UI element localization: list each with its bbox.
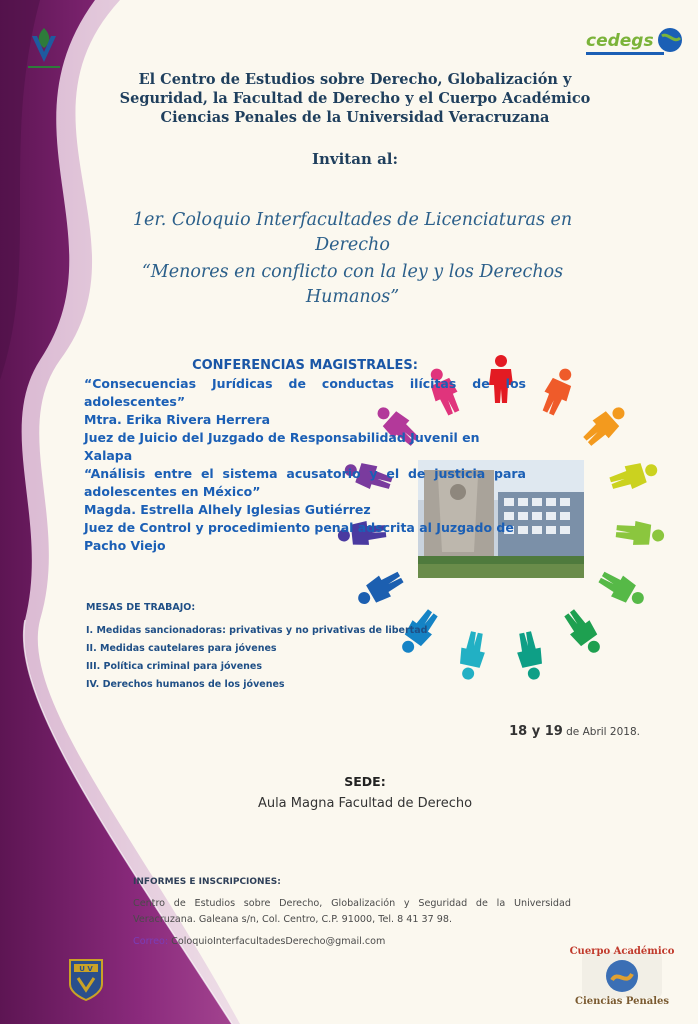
info-title: INFORMES E INSCRIPCIONES: <box>133 877 281 887</box>
event-theme: “Menores en conflicto con la ley y los Derechos Humanos” <box>141 262 564 307</box>
keynotes-title: CONFERENCIAS MAGISTRALES: <box>192 358 418 373</box>
venue-section <box>200 774 530 811</box>
event-month-year: de Abril 2018. <box>562 726 640 738</box>
keynote-role: Juez de Juicio del Juzgado de Responsabilidad Juvenil en Xalapa <box>84 430 480 463</box>
logo-text-bottom: Ciencias Penales <box>574 996 670 1007</box>
keynotes-section <box>84 357 526 555</box>
person-figure-icon <box>537 364 578 418</box>
workshop-item: IV. Derechos humanos de los jóvenes <box>86 679 285 690</box>
event-title: 1er. Coloquio Interfacultades de Licenciaturas en Derecho <box>132 210 573 255</box>
heading-line: Ciencias Penales de la Universidad Veracruzana <box>160 109 550 126</box>
cedegs-logo-text: cedegs <box>586 31 654 51</box>
uv-logo <box>18 22 70 72</box>
keynote-speaker: Mtra. Erika Rivera Herrera <box>84 412 271 427</box>
info-section <box>133 874 571 950</box>
keynote-role: Juez de Control y procedimiento penal adscrita al Juzgado de Pacho Viejo <box>84 520 514 553</box>
keynote-talk: “Análisis entre el sistema acusatorio y el de justicia para adolescentes en México” <box>84 466 526 499</box>
venue-title: SEDE: <box>344 774 386 789</box>
event-days: 18 y 19 <box>509 724 563 739</box>
person-figure-icon <box>513 630 546 682</box>
uv-logo-icon <box>18 22 70 72</box>
organizers-heading <box>90 70 620 127</box>
logo-text-top: Cuerpo Académico <box>569 946 675 957</box>
contact-email-row <box>133 934 571 950</box>
email-label: Correo: <box>133 936 169 947</box>
cedegs-logo <box>584 24 684 60</box>
workshop-item: I. Medidas sancionadoras: privativas y no privativas de libertad <box>86 625 428 636</box>
person-figure-icon <box>579 400 631 450</box>
workshop-item: III. Política criminal para jóvenes <box>86 661 263 672</box>
cuerpo-academico-logo <box>569 942 675 1007</box>
university-shield-logo <box>68 958 104 1002</box>
shield-lettering: U V <box>79 965 93 973</box>
person-figure-icon <box>595 567 649 612</box>
venue-name: Aula Magna Facultad de Derecho <box>257 796 473 811</box>
workshops-title: MESAS DE TRABAJO: <box>86 602 196 613</box>
invitation-label: Invitan al: <box>311 150 399 168</box>
keynote-speaker: Magda. Estrella Alhely Iglesias Gutiérrez <box>84 502 371 517</box>
person-figure-icon <box>608 457 661 495</box>
workshops-section <box>86 602 446 697</box>
event-date <box>470 724 640 739</box>
person-figure-icon <box>455 630 488 682</box>
email-link[interactable]: ColoquioInterfacultadesDerecho@gmail.com <box>171 936 386 947</box>
heading-line: El Centro de Estudios sobre Derecho, Globalización y <box>138 71 572 88</box>
person-figure-icon <box>559 606 607 659</box>
keynote-talk: “Consecuencias Jurídicas de conductas ilícitas de los adolescentes” <box>84 376 526 409</box>
info-text: Centro de Estudios sobre Derecho, Globalización y Seguridad de la Universidad Veracruzana. Galeana s/n, Col. Centro, C.P. 91000, Tel. 8 41 37 98. <box>133 898 571 925</box>
person-figure-icon <box>615 519 665 548</box>
event-title-block <box>100 208 605 310</box>
heading-line: Seguridad, la Facultad de Derecho y el Cuerpo Académico <box>119 90 591 107</box>
workshop-item: II. Medidas cautelares para jóvenes <box>86 643 277 654</box>
